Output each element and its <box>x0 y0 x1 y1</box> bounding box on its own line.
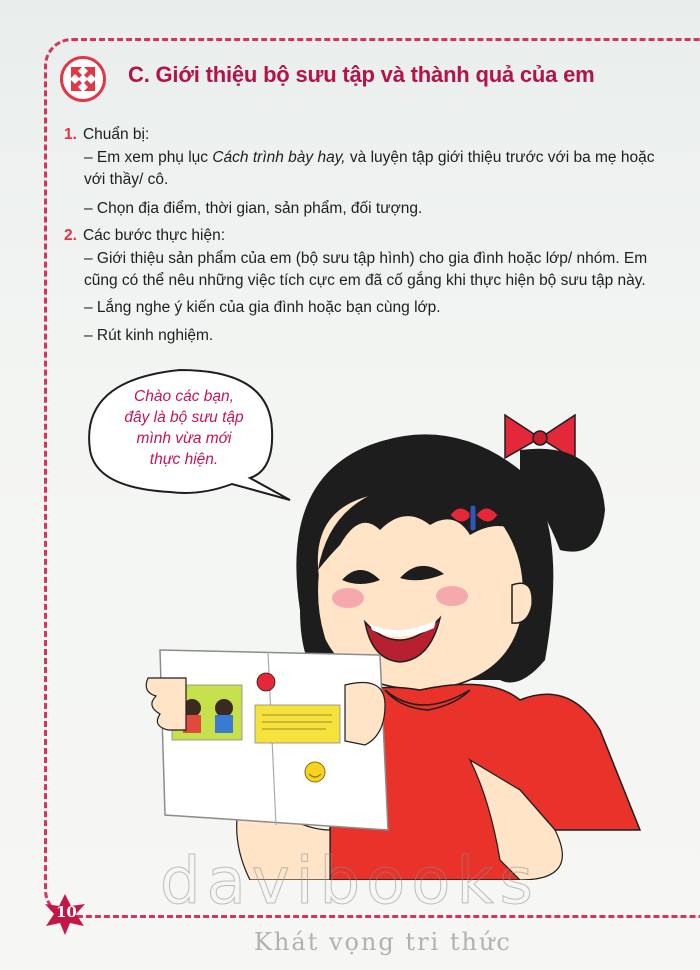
step-heading-label: Các bước thực hiện: <box>82 227 225 244</box>
page-number: 10 <box>56 903 77 921</box>
item-text: và luyện tập giới thiệu trước với ba mẹ hoặc <box>345 149 655 166</box>
step-2-heading <box>64 225 664 247</box>
step-number: 1. <box>64 126 77 143</box>
step-2-item-1 <box>64 248 684 292</box>
step-1-heading <box>64 124 664 146</box>
step-1-item-2: – Chọn địa điểm, thời gian, sản phẩm, đối tượng. <box>84 200 423 217</box>
step-number: 2. <box>64 227 77 244</box>
watermark-brand: davibooks <box>160 845 539 919</box>
step-2-item-3: – Rút kinh nghiệm. <box>84 327 214 344</box>
item-text: cũng có thể nêu những việc tích cực em đã cố gắng khi thực hiện bộ sưu tập này. <box>84 272 646 289</box>
bubble-line: mình vừa mới <box>136 430 232 447</box>
bubble-line: thực hiện. <box>149 451 219 468</box>
section-title: C. Giới thiệu bộ sưu tập và thành quả của em <box>128 62 595 87</box>
step-heading-label: Chuẩn bị: <box>82 126 150 143</box>
item-text: – Em xem phụ lục <box>84 149 213 166</box>
item-text: với thầy/ cô. <box>84 171 169 188</box>
expand-arrows-icon <box>60 56 106 102</box>
item-text: – Giới thiệu sản phẩm của em (bộ sưu tập hình) cho gia đình hoặc lớp/ nhóm. Em <box>84 250 648 267</box>
watermark-tagline: Khát vọng tri thức <box>254 928 512 956</box>
bubble-line: Chào các bạn, <box>134 388 234 405</box>
speech-bubble-text <box>104 386 264 470</box>
bubble-line: đây là bộ sưu tập <box>124 409 244 426</box>
appendix-reference: Cách trình bày hay, <box>212 149 346 166</box>
step-1-item-1 <box>64 147 684 191</box>
step-2-item-2: – Lắng nghe ý kiến của gia đình hoặc bạn cùng lớp. <box>84 299 441 316</box>
